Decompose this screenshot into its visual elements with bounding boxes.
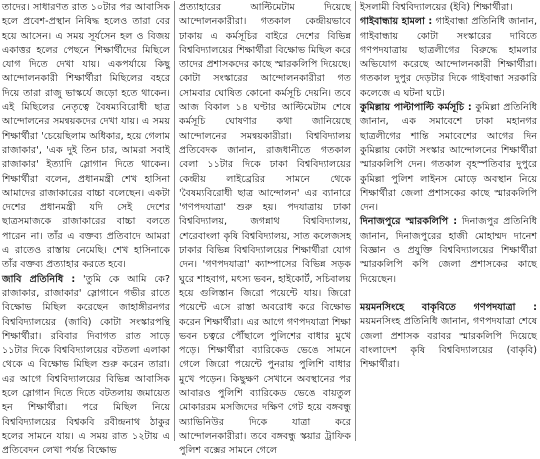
paragraph bbox=[360, 215, 537, 286]
paragraph bbox=[360, 15, 537, 101]
paragraph bbox=[2, 273, 170, 459]
paragraph-text: 'তুমি কে আমি কে? রাজাকার, রাজাকার' স্লোগানে গভীর রাতে বিক্ষোভ মিছিল করেছেন জাহাঙ্গীরনগর বিশ্ববিদ্যালয়ের (জাবি) কোটা সংস্কারপন্থি শিক্ষার্থীরা। রবিবার দিবাগত রাত সাড়ে ১১টার দিকে বিশ্ববিদ্যালয়ের বটতলা এলাকা থেকে এ বিক্ষোভ মিছিল শুরু করেন তারা। এর আগে বিশ্ববিদ্যালয়ের বিভিন্ন আবাসিক হলে স্লোগান দিতে দিতে বটতলায় জমায়েত হন শিক্ষার্থীরা। পরে মিছিল নিয়ে বিশ্ববিদ্যালয়ের বিশ্বকবি রবীন্দ্রনাথ ঠাকুর হলের সামনে যায়। এ সময় রাত ১২টায় এ প্রতিবেদন লেখা পর্যন্ত বিক্ষোভ bbox=[2, 273, 170, 457]
paragraph bbox=[179, 1, 351, 459]
subheading: ময়মনসিংহে বাকৃবিতে গণপদযাত্রা : bbox=[360, 301, 537, 313]
paragraph bbox=[360, 1, 537, 15]
dateline-label: জাবি প্রতিনিধি : bbox=[2, 273, 76, 285]
paragraph-text: ইসলামী বিশ্ববিদ্যালয়ের (ইবি) শিক্ষার্থীরা। bbox=[360, 2, 513, 13]
paragraph-gap bbox=[360, 287, 537, 301]
paragraph-text: ময়মনসিংহ প্রতিনিধি জানান, গণপদযাত্রা শেষে জেলা প্রশাসক বরাবর স্মারকলিপি দিয়েছে বাংলাদেশ কৃষি বিশ্ববিদ্যালয়ের (বাকৃবি) শিক্ষার্থীরা। bbox=[360, 316, 537, 371]
subheading: গাইবান্ধায় হামলা : bbox=[360, 16, 433, 28]
paragraph bbox=[360, 301, 537, 372]
paragraph bbox=[360, 101, 537, 215]
column-3 bbox=[356, 1, 537, 441]
column-1 bbox=[2, 1, 174, 457]
column-2 bbox=[175, 1, 355, 457]
subheading: কুমিল্লায় পাল্টাপাল্টি কর্মসূচি : bbox=[360, 102, 472, 114]
paragraph bbox=[2, 1, 170, 273]
paragraph-text: গাইবান্ধা প্রতিনিধি জানান, গাইবান্ধায় কোটা সংস্কারের দাবিতে গণপদযাত্রায় ছাত্রলীগের বিরুদ্ধে হামলার অভিযোগ করেছে আন্দোলনকারী শিক্ষার্থীরা। গতকাল দুপুর দেড়টার দিকে গাইবান্ধা সরকারি কলেজে এ ঘটনা ঘটে। bbox=[360, 16, 537, 99]
paragraph-text: কুমিল্লা প্রতিনিধি জানান, এক সমাবেশে ঢাকা মহানগর ছাত্রলীগের শান্তি সমাবেশের আগের দিন কুমিল্লায় কোটা সংস্কার আন্দোলনের শিক্ষার্থীরা স্মারকলিপি দেন। গতকাল বৃহস্পতিবার দুপুরে কুমিল্লা পুলিশ লাইনস মোড়ে অবস্থান নিয়ে শিক্ষার্থীরা জেলা প্রশাসকের কাছে স্মারকলিপি দেন। bbox=[360, 102, 537, 214]
subheading: দিনাজপুরে স্মারকলিপি : bbox=[360, 216, 458, 228]
paragraph-text: দিনাজপুর প্রতিনিধি জানান, দিনাজপুরের হাজী মোহাম্মদ দানেশ বিজ্ঞান ও প্রযুক্তি বিশ্ববিদ্যালয়ের শিক্ষার্থীরা স্মারকলিপি কপি জেলা প্রশাসকের কাছে দিয়েছেন। bbox=[360, 216, 537, 285]
paragraph-text: তাদের। সাধারণত রাত ১০টার পর আবাসিক হলে প্রবেশ-প্রস্থান নিষিদ্ধ হলেও তারা বের হয়ে আসেন। এ সময় সূর্যসেন হল ও বিজয় একাত্তর হলের পেছনে শিক্ষার্থীদের মিছিলে যোগ দিতে দেখা যায়। একপর্যায়ে কিছু আন্দোলনকারী শিক্ষার্থীরা মিছিলের বহরে দিয়ে তারা রাজু ভাস্কর্যে জড়ো হতে থাকেন। এই মিছিলের নেতৃত্বে বৈষম্যবিরোধী ছাত্র আন্দোলনের সমন্বয়কদের দেখা যায়। এ সময় শিক্ষার্থীরা 'চেয়েছিলাম অধিকার, হয়ে গেলাম রাজাকার', 'এক দুই তিন চার, আমরা সবাই রাজাকার' ইত্যাদি স্লোগান দিতে থাকেন। শিক্ষার্থীরা বলেন, প্রধানমন্ত্রী শেখ হাসিনা আমাদের রাজাকারের বাচ্চা বলেছেন। একটা দেশের প্রধানমন্ত্রী যদি সেই দেশের ছাত্রসমাজকে রাজাকারের বাচ্চা বলতে পারেন না। তাঁর এ বক্তব্য প্রতিবাদে আমরা এ রাতেও রাস্তায় নেমেছি। শেখ হাসিনাকে তাঁর বক্তব্য প্রত্যাহার করতে হবে। bbox=[2, 2, 170, 271]
paragraph-text: প্রত্যাহারের আল্টিমেটাম দিয়েছে আন্দোলনকারীরা। গতকাল কেন্দ্রীয়ভাবে ঢাকায় এ কর্মসূচির বাইরে দেশের বিভিন্ন বিশ্ববিদ্যালয়ের শিক্ষার্থীরা বিক্ষোভ মিছিল করে তাদের প্রশাসকদের কাছে স্মারকলিপি দিয়েছে। কোটা সংস্কারের আন্দোলনকারীরা গত সোমবার ঘোষিত কোনো কর্মসূচি দেয়নি। তবে আজ বিকাল ১৪ ঘণ্টার আল্টিমেটাম শেষে কর্মসূচি ঘোষণার কথা জানিয়েছে আন্দোলনের সমন্বয়কারীরা। বিশ্ববিদ্যালয় প্রতিবেদক জানান, রাজধানীতে গতকাল বেলা ১১টার দিকে ঢাকা বিশ্ববিদ্যালয়ের কেন্দ্রীয় লাইব্রেরির সামনে থেকে 'বৈষম্যবিরোধী ছাত্র আন্দোলন' এর ব্যানারে 'গণপদযাত্রা' শুরু হয়। পদযাত্রায় ঢাকা বিশ্ববিদ্যালয়, জগন্নাথ বিশ্ববিদ্যালয়, শেরেবাংলা কৃষি বিশ্ববিদ্যালয়, সাত কলেজসহ ঢাকার বিভিন্ন বিশ্ববিদ্যালয়ের শিক্ষার্থীরা যোগ দেন। 'গণপদযাত্রা' ক্যাম্পাসের বিভিন্ন সড়ক ঘুরে শাহবাগ, মৎস্য ভবন, হাইকোর্ট, সচিবালয় হয়ে গুলিস্তান জিরো পয়েন্টে যায়। জিরো পয়েন্টে এসে রাস্তা অবরোধ করে বিক্ষোভ করেন শিক্ষার্থীরা। এর আগে গণপদযাত্রা শিক্ষা ভবন চত্বরে পৌঁছালে পুলিশের বাধার মুখে পড়ে। শিক্ষার্থীরা ব্যারিকেড ভেঙে সামনে গেলে জিরো পয়েন্টে পুনরায় পুলিশি বাধার মুখে পড়েন। কিছুক্ষণ সেখানে অবস্থানের পর আবারও পুলিশি ব্যারিকেড ভেঙে বায়তুল মোকাররম মসজিদের দক্ষিণ গেট হয়ে বঙ্গবন্ধু অ্যাভিনিউর দিকে যাত্রা করে আন্দোলনকারীরা। তবে বঙ্গবন্ধু স্কয়ার ট্রাফিক পুলিশ বক্সের সামনে গেলে bbox=[179, 2, 351, 457]
